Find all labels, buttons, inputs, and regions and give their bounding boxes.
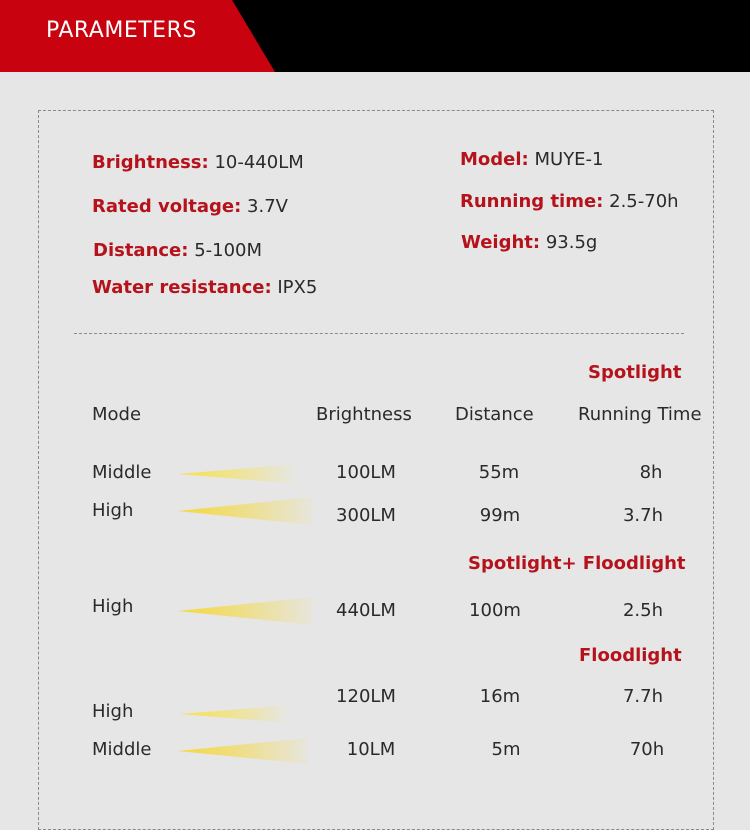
spec-value: 5-100M (194, 240, 263, 261)
spec-label: Water resistance: (92, 277, 272, 298)
spec-label: Weight: (461, 232, 541, 253)
section-title-floodlight: Floodlight (579, 645, 682, 666)
light-beam-icon (178, 596, 313, 626)
spec-value: MUYE-1 (534, 149, 604, 170)
table-cell-time: 70h (629, 739, 665, 760)
light-beam-icon (180, 702, 290, 726)
table-cell-distance: 100m (469, 600, 521, 621)
table-row-mode: High (92, 701, 134, 722)
spec-label: Model: (460, 149, 529, 170)
table-cell-distance: 99m (479, 505, 521, 526)
table-cell-distance: 5m (491, 739, 521, 760)
column-header-running-time: Running Time (578, 404, 702, 425)
spec-label: Running time: (460, 191, 604, 212)
spec-rated-voltage (92, 196, 288, 217)
table-cell-time: 2.5h (622, 600, 664, 621)
column-header-mode: Mode (92, 404, 142, 425)
spec-value: 2.5-70h (609, 191, 679, 212)
section-title-spotlight: Spotlight (588, 362, 682, 383)
spec-value: 10-440LM (214, 152, 304, 173)
light-beam-icon (178, 496, 313, 526)
light-beam-icon (178, 736, 308, 766)
column-header-brightness: Brightness (316, 404, 412, 425)
spec-weight (461, 232, 597, 253)
table-row-mode: Middle (92, 462, 152, 483)
table-cell-brightness: 440LM (336, 600, 396, 621)
spec-label: Rated voltage: (92, 196, 242, 217)
table-cell-time: 8h (639, 462, 663, 483)
section-title-spotlight-floodlight: Spotlight+ Floodlight (468, 553, 686, 574)
table-row-mode: High (92, 596, 134, 617)
spec-running-time (460, 191, 679, 212)
header-bar (0, 0, 750, 72)
spec-water-resistance (92, 277, 317, 298)
spec-distance (93, 240, 262, 261)
table-row-mode: High (92, 500, 134, 521)
table-cell-time: 3.7h (622, 505, 664, 526)
spec-label: Brightness: (92, 152, 209, 173)
table-cell-distance: 55m (478, 462, 520, 483)
page-title: PARAMETERS (46, 18, 197, 43)
table-cell-distance: 16m (479, 686, 521, 707)
table-cell-time: 7.7h (622, 686, 664, 707)
table-cell-brightness: 120LM (336, 686, 396, 707)
spec-value: 3.7V (247, 196, 288, 217)
table-cell-brightness: 300LM (336, 505, 396, 526)
section-divider (74, 333, 684, 334)
table-row-mode: Middle (92, 739, 152, 760)
table-cell-brightness: 100LM (336, 462, 396, 483)
spec-value: 93.5g (545, 232, 598, 253)
column-header-distance: Distance (455, 404, 534, 425)
spec-brightness (92, 152, 304, 173)
table-cell-brightness: 10LM (346, 739, 396, 760)
spec-model (460, 149, 604, 170)
spec-label: Distance: (93, 240, 189, 261)
light-beam-icon (178, 462, 298, 486)
spec-value: IPX5 (277, 277, 318, 298)
